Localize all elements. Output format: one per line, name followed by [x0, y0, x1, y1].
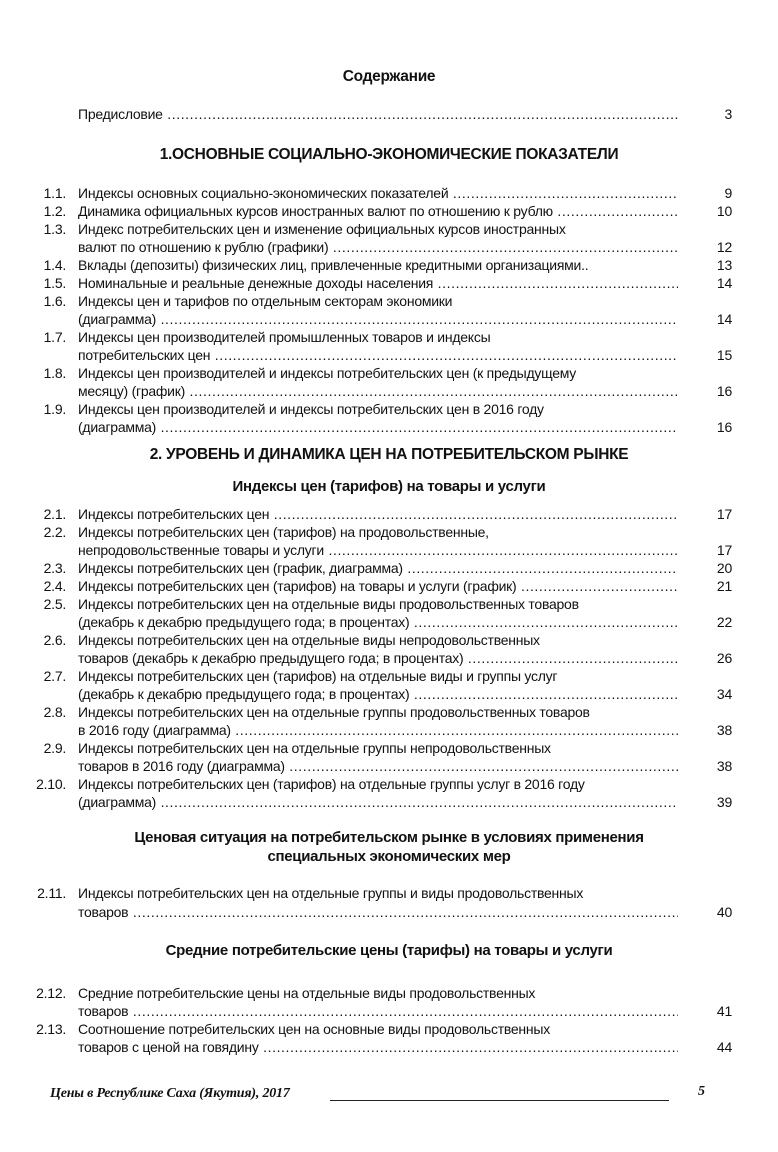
toc-page-number: 17 — [716, 506, 732, 522]
toc-page-number: 13 — [716, 257, 732, 273]
toc-entry-label-line1: Индексы потребительских цен (тарифов) на отдельные виды и группы услуг — [78, 668, 558, 684]
subsection-heading-special-measures-line1: Ценовая ситуация на потребительском рынке в условиях применения — [134, 829, 644, 846]
toc-page-number: 15 — [716, 347, 732, 363]
toc-entry-number: 1.1. — [43, 185, 66, 201]
toc-page-number: 40 — [716, 904, 732, 920]
toc-entry-label-line2: товаров ..... — [78, 903, 678, 921]
toc-entry-number: 2.11. — [37, 885, 66, 901]
toc-entry-label-line1: Индексы потребительских цен на отдельные группы продовольственных товаров — [78, 704, 590, 720]
footer-rule — [330, 1100, 669, 1101]
toc-entry-label-line1: Индексы потребительских цен на отдельные виды непродовольственных — [78, 632, 540, 648]
toc-entry-label-line1: Индексы потребительских цен на отдельные виды продовольственных товаров — [78, 596, 579, 612]
toc-page-number: 41 — [716, 1003, 732, 1019]
toc-entry-number: 2.1. — [43, 506, 66, 522]
toc-entry-number: 2.3. — [43, 560, 66, 576]
toc-page-number: 20 — [716, 560, 732, 576]
section-heading-2: 2. УРОВЕНЬ И ДИНАМИКА ЦЕН НА ПОТРЕБИТЕЛЬСКОМ РЫНКЕ — [149, 446, 629, 463]
toc-entry-label-line1: Индексы цен производителей промышленных товаров и индексы — [78, 329, 491, 345]
toc-entry-label-line2: товаров в 2016 году (диаграмма) ..... — [78, 757, 678, 775]
footer-page-number: 5 — [698, 1084, 705, 1099]
toc-entry-label-line2: (декабрь к декабрю предыдущего года; в процентах) ..... — [78, 613, 678, 631]
toc-entry-label-line2: в 2016 году (диаграмма) ..... — [78, 721, 678, 739]
toc-entry-number: 1.3. — [43, 221, 66, 237]
toc-entry-label: Динамика официальных курсов иностранных валют по отношению к рублю ..... — [78, 202, 678, 220]
toc-page-number: 38 — [716, 758, 732, 774]
toc-entry-number: 2.6. — [43, 632, 66, 648]
toc-entry-number: 1.8. — [43, 365, 66, 381]
toc-entry-number: 1.7. — [43, 329, 66, 345]
section-heading-1: 1.ОСНОВНЫЕ СОЦИАЛЬНО-ЭКОНОМИЧЕСКИЕ ПОКАЗАТЕЛИ — [159, 146, 619, 163]
toc-entry-number: 2.2. — [43, 524, 66, 540]
toc-page-number: 14 — [716, 311, 732, 327]
toc-entry-label-line2: товаров (декабрь к декабрю предыдущего года; в процентах) ..... — [78, 649, 678, 667]
toc-page-number: 26 — [716, 650, 732, 666]
toc-entry-label-line2: товаров ..... — [78, 1002, 678, 1020]
toc-entry-number: 2.8. — [43, 704, 66, 720]
toc-entry-label: Индексы потребительских цен ..... — [78, 505, 678, 523]
toc-entry-label: Индексы потребительских цен (график, диаграмма) ..... — [78, 559, 678, 577]
toc-entry-label-line1: Средние потребительские цены на отдельные виды продовольственных — [78, 985, 536, 1001]
toc-entry-label-line1: Индексы потребительских цен на отдельные группы непродовольственных — [78, 740, 551, 756]
toc-entry-number: 1.2. — [43, 203, 66, 219]
toc-page-number: 12 — [716, 239, 732, 255]
toc-entry-label-line2: непродовольственные товары и услуги ..... — [78, 541, 678, 559]
toc-entry-label-line2: (диаграмма) ..... — [78, 418, 678, 436]
toc-entry-number: 1.9. — [43, 401, 66, 417]
toc-entry-label-line2: валют по отношению к рублю (графики) ..... — [78, 238, 678, 256]
toc-entry-label-line1: Индексы цен производителей и индексы потребительских цен в 2016 году — [78, 401, 544, 417]
toc-entry-number: 2.7. — [43, 668, 66, 684]
toc-entry-label-line1: Индекс потребительских цен и изменение официальных курсов иностранных — [78, 221, 566, 237]
toc-page-number: 44 — [716, 1039, 732, 1055]
toc-entry-number: 2.5. — [43, 596, 66, 612]
toc-entry-number: 2.9. — [43, 740, 66, 756]
toc-entry-label-line1: Индексы потребительских цен (тарифов) на продовольственные, — [78, 524, 489, 540]
toc-entry-label-line2: товаров с ценой на говядину ..... — [78, 1038, 678, 1056]
toc-entry-label-line1: Соотношение потребительских цен на основные виды продовольственных — [78, 1021, 550, 1037]
subsection-heading-special-measures-line2: специальных экономических мер — [267, 848, 511, 865]
toc-page-number: 9 — [724, 185, 732, 201]
toc-entry-label: Вклады (депозиты) физических лиц, привлеченные кредитными организациями.. — [78, 257, 589, 273]
toc-entry-label: Номинальные и реальные денежные доходы населения ..... — [78, 274, 678, 292]
toc-entry-number: 2.12. — [36, 985, 66, 1001]
toc-page-number: 16 — [716, 419, 732, 435]
toc-entry-number: 2.13. — [36, 1021, 66, 1037]
toc-entry-label-line2: (декабрь к декабрю предыдущего года; в процентах) ..... — [78, 685, 678, 703]
toc-page-number: 21 — [716, 578, 732, 594]
subsection-heading-indices: Индексы цен (тарифов) на товары и услуги — [232, 478, 546, 495]
subsection-heading-average-prices: Средние потребительские цены (тарифы) на товары и услуги — [165, 942, 613, 959]
toc-entry-label-line2: месяцу) (график) ..... — [78, 382, 678, 400]
toc-entry-label-line1: Индексы цен производителей и индексы потребительских цен (к предыдущему — [78, 365, 577, 381]
toc-entry-label-line2: (диаграмма) ..... — [78, 793, 678, 811]
toc-page-number: 17 — [716, 542, 732, 558]
toc-entry-label-line2: (диаграмма) ..... — [78, 310, 678, 328]
toc-entry-number: 1.6. — [43, 293, 66, 309]
toc-page-number: 14 — [716, 275, 732, 291]
page-title-text: Содержание — [342, 68, 436, 85]
toc-entry-number: 1.4. — [43, 257, 66, 273]
toc-entry-number: 2.4. — [43, 578, 66, 594]
toc-entry-label-line1: Индексы потребительских цен на отдельные группы и виды продовольственных — [78, 885, 584, 901]
toc-page-number: 22 — [716, 614, 732, 630]
footer-publication-title: Цены в Республике Саха (Якутия), 2017 — [50, 1086, 290, 1101]
toc-entry-label: Предисловие ..... — [78, 105, 678, 123]
toc-page-number: 3 — [724, 106, 732, 122]
toc-entry-label: Индексы основных социально-экономических показателей ..... — [78, 184, 678, 202]
toc-page-number: 39 — [716, 794, 732, 810]
toc-entry-label: Индексы потребительских цен (тарифов) на товары и услуги (график) ..... — [78, 577, 678, 595]
toc-entry-number: 2.10. — [36, 776, 66, 792]
toc-entry-label-line1: Индексы цен и тарифов по отдельным секторам экономики — [78, 293, 453, 309]
toc-page-number: 16 — [716, 383, 732, 399]
page-title — [0, 68, 778, 86]
toc-entry-number: 1.5. — [43, 275, 66, 291]
toc-page-number: 34 — [716, 686, 732, 702]
toc-entry-label-line1: Индексы потребительских цен (тарифов) на отдельные группы услуг в 2016 году — [78, 776, 585, 792]
toc-page-number: 38 — [716, 722, 732, 738]
toc-page-number: 10 — [716, 203, 732, 219]
toc-entry-label-line2: потребительских цен ..... — [78, 346, 678, 364]
